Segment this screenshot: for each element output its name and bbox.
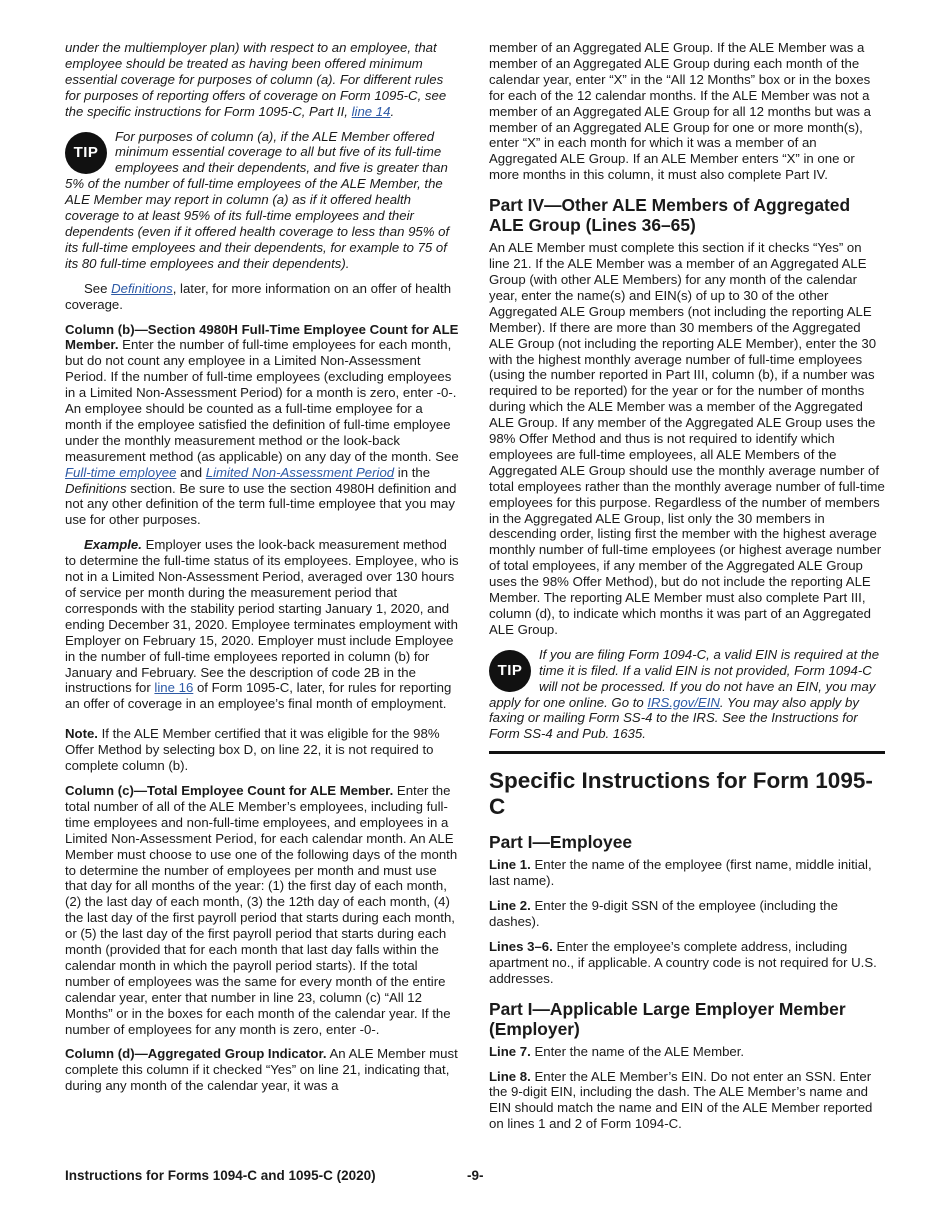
- column-c-heading: Column (c)—Total Employee Count for ALE Member.: [65, 782, 394, 798]
- lines-3-6-text: Enter the employee’s complete address, including apartment no., if applicable. A country code is not required for U.S. addresses.: [489, 938, 877, 986]
- line-7-text: Enter the name of the ALE Member.: [530, 1043, 745, 1059]
- column-d-text: An ALE Member must complete this column if it checked “Yes” on line 21, indicating that, during any month of the calendar year, it was a: [65, 1046, 458, 1094]
- column-d-paragraph: [65, 1046, 461, 1094]
- column-b-text: Enter the number of full-time employees for each month, but do not count any employee in a Limited Non-Assessment Period. If the number of full-time employees (excluding employees in a Limited Non-Assessment Period) for a month is zero, enter -0-. An employee should be counted as a full-time employee for a month if the employee satisfied the definition of full-time employee under the monthly measurement method or the look-back measurement method (as applicable) on any day of the month. See: [65, 337, 459, 464]
- line-8-paragraph: [489, 1069, 885, 1133]
- section-divider: [489, 751, 885, 820]
- section-title: Specific Instructions for Form 1095-C: [489, 768, 873, 820]
- part-iv-paragraph: An ALE Member must complete this section if it checks “Yes” on line 21. If the ALE Member was a member of an Aggregated ALE Group (with other ALE Members) for any month of the calendar year, enter the name(s) and EIN(s) of up to 30 of the other Aggregated ALE Group members (not including the reporting ALE Member). If there are more than 30 members of the Aggregated ALE Group (not including the reporting ALE Member), enter the 30 with the highest monthly average number of full-time employees (using the number reported in Part III, column (b), if a number was required to be reported) for the year or for the number of months during which the ALE Member was a member of the Aggregated ALE Group. If any member of the Aggregated ALE Group uses the 98% Offer Method and thus is not required to identify which employees are full-time employees, all ALE Members of the Aggregated ALE Group should use the monthly average number of total employees rather than the monthly average number of full-time employees for this purpose. Regardless of the number of members in the Aggregated ALE Group, list only the 30 members in descending order, listing first the member with the highest average monthly number of full-time employees (or highest average number of total employees, if any member of the Aggregated ALE Group uses the 98% Offer Method), but do not include the reporting ALE Member. The reporting ALE Member must also complete Part III, column (d), to indicate which months it was part of an Aggregated ALE Group.: [489, 240, 885, 637]
- note-heading: Note.: [65, 726, 98, 742]
- column-b-paragraph: [65, 322, 461, 529]
- example-heading: Example.: [84, 537, 142, 553]
- line-7-heading: Line 7.: [489, 1043, 531, 1059]
- line-7-paragraph: [489, 1044, 885, 1060]
- line-16-link[interactable]: line 16: [154, 680, 194, 696]
- line-2-paragraph: [489, 898, 885, 930]
- irs-ein-link[interactable]: IRS.gov/EIN: [647, 694, 720, 710]
- right-column: [489, 40, 885, 1141]
- line-8-heading: Line 8.: [489, 1068, 531, 1084]
- part-iv-heading: Part IV—Other ALE Members of Aggregated ALE Group (Lines 36–65): [489, 195, 851, 236]
- column-b-text-end: section. Be sure to use the section 4980H definition and not any other definition of the term full-time employee that you may use for other purposes.: [65, 480, 457, 528]
- line-1-paragraph: [489, 857, 885, 889]
- example-text-end: of Form 1095-C, later, for rules for reporting an offer of coverage in an employee’s final month of employment.: [65, 680, 452, 712]
- line-2-heading: Line 2.: [489, 898, 531, 914]
- column-d-continued: member of an Aggregated ALE Group. If the ALE Member was a member of an Aggregated ALE Group during each month of the calendar year, enter “X” in the “All 12 Months” box or in the boxes for each of the 12 calendar months. If the ALE Member was not a member of an Aggregated ALE Group for all 12 months but was a member of an Aggregated ALE Group for one or more month(s), enter “X” in each month for which it was a member of an Aggregated ALE Group. If an ALE Member enters “X” in one or more months in this column, it must also complete Part IV.: [489, 40, 871, 183]
- tip-icon: TIP: [489, 650, 531, 692]
- see-definitions-paragraph: [65, 281, 461, 313]
- tip-ein-text-end: . You may also apply by faxing or mailing Form SS-4 to the IRS. See the Instructions for Form SS-4 and Pub. 1635.: [489, 694, 859, 742]
- column-b-heading: Column (b)—Section 4980H Full-Time Employee Count for ALE Member.: [65, 321, 459, 353]
- column-c-paragraph: [65, 783, 461, 1038]
- footer-title: Instructions for Forms 1094-C and 1095-C (2020): [65, 1168, 376, 1183]
- intro-text: under the multiemployer plan) with respect to an employee, that employee should be treated as having been offered minimum essential coverage for purposes of column (a). For different rules for purposes of reporting offers of coverage on Form 1095-C, see the specific instructions for Form 1095-C, Part II,: [65, 40, 447, 119]
- see-text-end: , later, for more information on an offer of health coverage.: [65, 280, 452, 312]
- part-i-ale-heading: Part I—Applicable Large Employer Member (Employer): [489, 998, 846, 1039]
- page-number: -9-: [467, 1168, 484, 1183]
- tip-ein-text: If you are filing Form 1094-C, a valid EIN is required at the time it is filed. If a valid EIN is not provided, Form 1094-C will not be processed. If you do not have an EIN, you may apply for one online. Go to: [489, 646, 880, 710]
- see-text: See: [84, 280, 112, 296]
- full-time-employee-link[interactable]: Full-time employee: [65, 464, 177, 480]
- tip-text: For purposes of column (a), if the ALE Member offered minimum essential coverage to all but five of its full-time employees and their dependents, and five is greater than 5% of the number of full-time employees of the ALE Member, the ALE Member may report in column (a) as if it offered health coverage to at least 95% of its full-time employees and their dependents (even if it offered health coverage to less than 95% of its full-time employees and their dependents, for example to 75 of its 80 full-time employees and their dependents).: [65, 128, 450, 271]
- page-footer: [65, 1168, 885, 1183]
- intro-paragraph: [65, 40, 461, 120]
- column-b-and: and: [176, 464, 206, 480]
- column-c-text: Enter the total number of all of the ALE Member’s employees, including full-time employees and non-full-time employees, and employees in a Limited Non-Assessment Period, for each calendar month. An ALE Member must choose to use one of the following days of the month to determine the number of employees per month and must use that day for all months of the year: (1) the first day of each month, (2) the last day of each month, (3) the 12th day of each month, (4) the last day of the first payroll period that starts during each month, or (5) the last day of the first payroll period that starts during each month (provided that for each month that last day falls within the calendar month in which the payroll period starts). If the total number of employees was the same for every month of the entire calendar year, enter that number in line 23, column (c) “All 12 Months” or in the boxes for each month of the calendar year. If the number of employees for any month is zero, enter -0-.: [65, 782, 458, 1037]
- lines-3-6-paragraph: [489, 939, 885, 987]
- note-paragraph: [65, 726, 461, 774]
- limited-non-assessment-link[interactable]: Limited Non-Assessment Period: [205, 464, 395, 480]
- note-text: If the ALE Member certified that it was eligible for the 98% Offer Method by selecting box D, on line 22, it is not required to complete column (b).: [65, 726, 440, 774]
- left-column: [65, 40, 461, 1103]
- line-2-text: Enter the 9-digit SSN of the employee (including the dashes).: [489, 898, 838, 929]
- line-1-heading: Line 1.: [489, 857, 531, 873]
- part-i-employee-heading: Part I—Employee: [489, 832, 633, 853]
- tip-box-ein: [489, 647, 885, 742]
- line-14-link[interactable]: line 14: [351, 103, 391, 119]
- definitions-term: Definitions: [65, 480, 127, 496]
- column-d-heading: Column (d)—Aggregated Group Indicator.: [65, 1046, 327, 1062]
- definitions-link[interactable]: Definitions: [111, 280, 173, 296]
- example-paragraph: [65, 537, 461, 712]
- intro-text-end: .: [390, 103, 395, 119]
- tip-text: [489, 647, 879, 742]
- lines-3-6-heading: Lines 3–6.: [489, 938, 553, 954]
- column-b-in-the: in the: [394, 464, 431, 480]
- line-1-text: Enter the name of the employee (first name, middle initial, last name).: [489, 857, 872, 889]
- line-8-text: Enter the ALE Member’s EIN. Do not enter an SSN. Enter the 9-digit EIN, including the dash. The ALE Member’s name and EIN should match the name and EIN of the ALE Member reported on lines 1 and 2 of Form 1094-C.: [489, 1068, 873, 1132]
- tip-icon: TIP: [65, 132, 107, 174]
- example-text: Employer uses the look-back measurement method to determine the full-time status of its employees. Employee, who is not in a Limited Non-Assessment Period, averaged over 130 hours of service per month during the measurement period that corresponds with the stability period starting January 1, 2020, and ending December 31, 2020. Employee terminates employment with Employer on February 15, 2020. Employer must include Employee in the number of full-time employees reported in column (b) for January and February. See the description of code 2B in the instructions for: [65, 537, 459, 696]
- tip-box-coverage: [65, 129, 461, 272]
